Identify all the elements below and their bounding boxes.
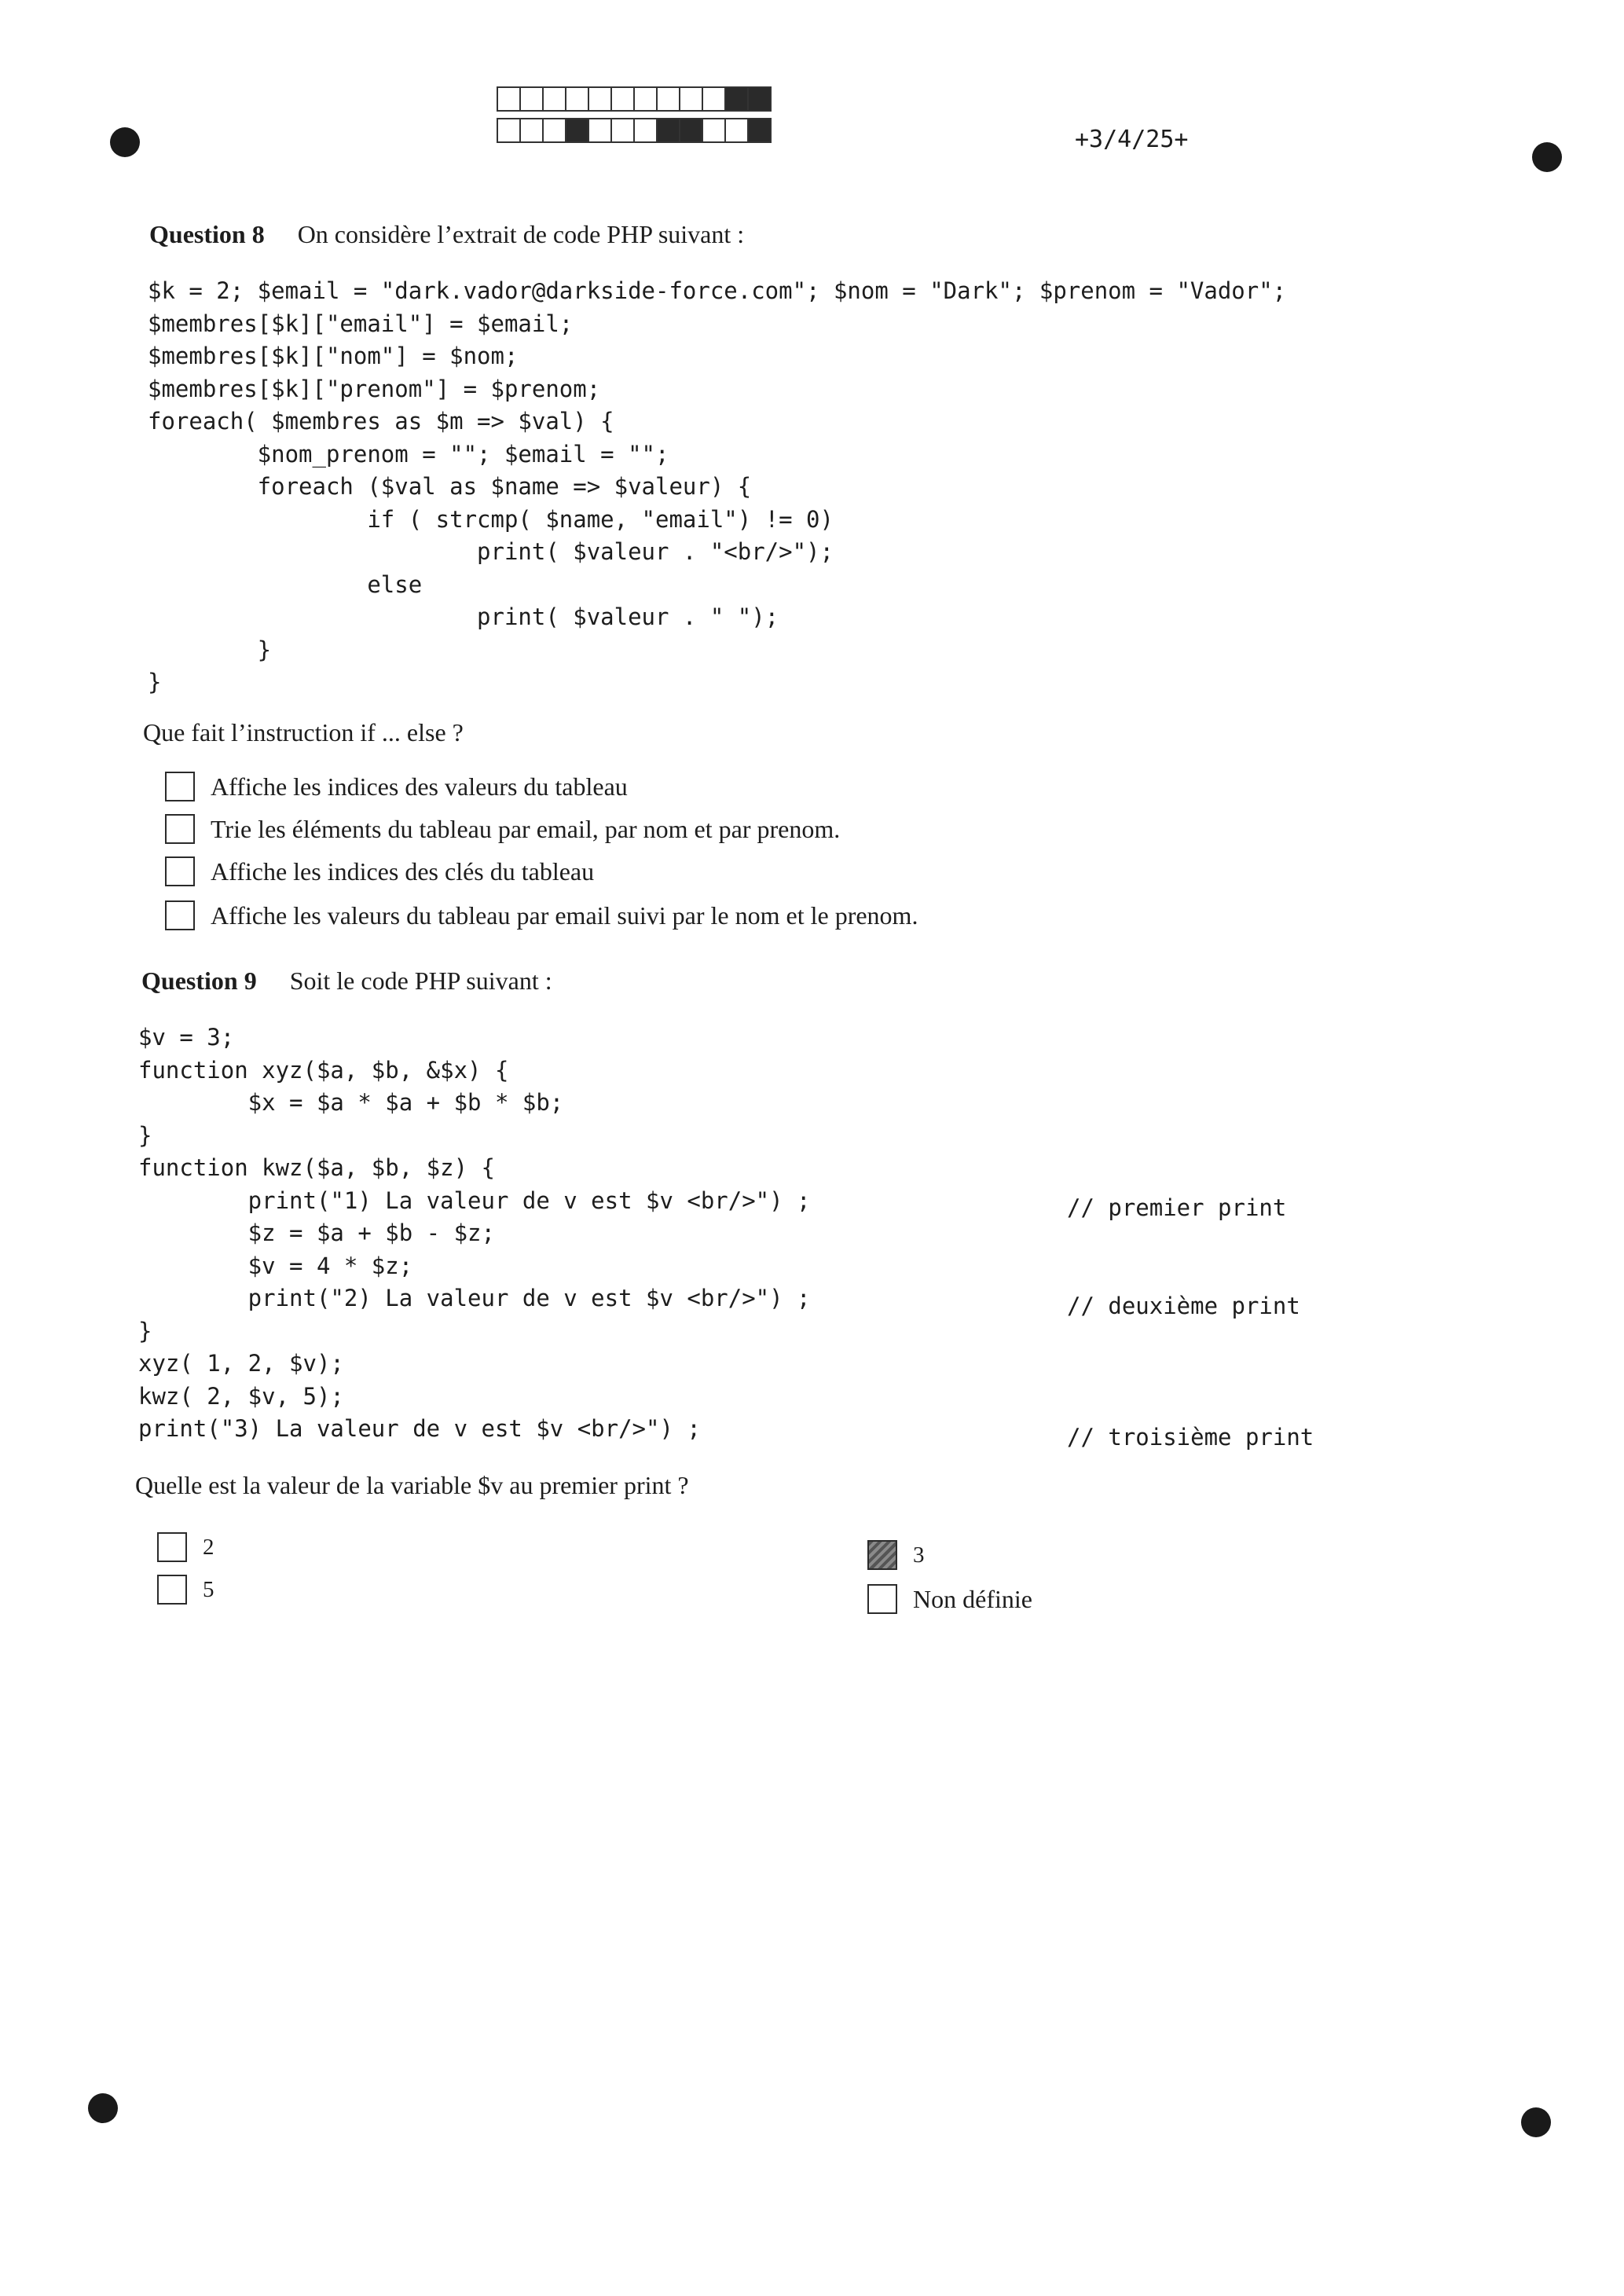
php-code-block-q8: $k = 2; $email = "dark.vador@darkside-force.com"; $nom = "Dark"; $prenom = "Vador"; $membres[$k]["email"] = $email; $membres[$k]["nom"] = $nom; $membres[$k]["prenom"] = $prenom; foreach( $membres as $m => $val) { $nom_prenom = ""; $email = ""; foreach ($val as $name => $valeur) { if ( strcmp( $name, "email") != 0) print( $valeur . "<br/>"); else print( $valeur . " "); } } [148, 277, 1287, 695]
option-label: Trie les éléments du tableau par email, par nom et par prenom. [211, 814, 841, 843]
checkbox[interactable] [165, 900, 195, 930]
option-label: Non définie [913, 1584, 1032, 1613]
comment-deuxieme-print: // deuxième print [1067, 1293, 1300, 1319]
option-label: Affiche les indices des valeurs du tableau [211, 772, 628, 801]
page-id: +3/4/25+ [1075, 126, 1189, 153]
question-number: Question 8 [149, 220, 265, 248]
q8-option-2[interactable] [165, 814, 840, 844]
registration-mark-bottom-left [88, 2093, 118, 2123]
barcode-row-1 [497, 86, 770, 112]
option-label: 3 [913, 1542, 925, 1568]
question-number: Question 9 [141, 966, 257, 995]
registration-mark-top-left [110, 127, 140, 157]
comment-troisieme-print: // troisième print [1067, 1424, 1314, 1451]
q8-option-3[interactable] [165, 856, 594, 886]
q8-option-4[interactable] [165, 900, 918, 930]
option-label: 5 [203, 1576, 214, 1602]
option-label: Affiche les indices des clés du tableau [211, 856, 595, 886]
checkbox[interactable] [157, 1575, 187, 1605]
registration-mark-bottom-right [1521, 2107, 1551, 2137]
q9-option-5[interactable] [157, 1575, 214, 1605]
q9-option-3[interactable] [867, 1540, 925, 1570]
php-code-block-q9: $v = 3; function xyz($a, $b, &$x) { $x = $a * $a + $b * $b; } function kwz($a, $b, $z) { print("1) La valeur de v est $v <br/>") ; $z = $a + $b - $z; $v = 4 * $z; print("2) La valeur de v est $v <br/>") ; } xyz( 1, 2, $v); kwz( 2, $v, 5); print("3) La valeur de v est $v <br/>") ; [138, 1024, 811, 1442]
question-statement: On considère l’extrait de code PHP suivant : [297, 220, 745, 248]
q9-option-non-definie[interactable] [867, 1584, 1032, 1614]
registration-mark-top-right [1532, 142, 1562, 172]
q8-option-1[interactable] [165, 772, 628, 801]
option-label: 2 [203, 1534, 214, 1560]
checkbox[interactable] [165, 814, 195, 844]
q9-option-2[interactable] [157, 1532, 214, 1562]
barcode-row-2 [497, 118, 770, 143]
comment-premier-print: // premier print [1067, 1194, 1287, 1221]
checkbox[interactable] [165, 772, 195, 801]
checkbox-checked[interactable] [867, 1540, 897, 1570]
question-8-header [149, 220, 744, 249]
question-9-header [141, 966, 552, 996]
question-9-prompt: Quelle est la valeur de la variable $v au premier print ? [135, 1471, 689, 1499]
checkbox[interactable] [165, 856, 195, 886]
question-8-prompt: Que fait l’instruction if ... else ? [143, 718, 464, 746]
option-label: Affiche les valeurs du tableau par email suivi par le nom et le prenom. [211, 900, 918, 930]
question-statement: Soit le code PHP suivant : [289, 966, 552, 995]
checkbox[interactable] [157, 1532, 187, 1562]
checkbox[interactable] [867, 1584, 897, 1614]
